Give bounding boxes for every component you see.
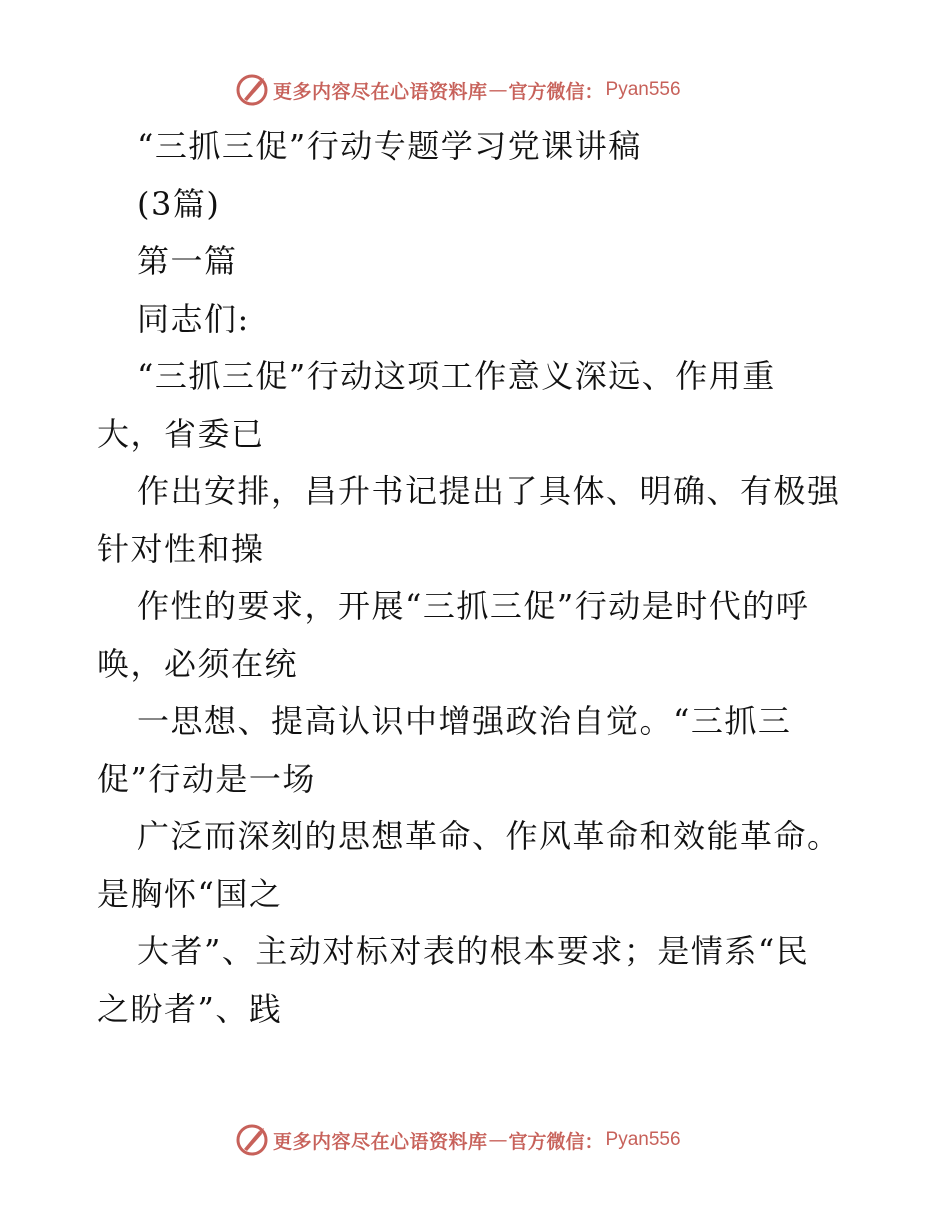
paragraph-line: 是胸怀“国之 bbox=[97, 874, 283, 913]
quill-logo-icon bbox=[235, 1123, 269, 1157]
banner-main-text: 更多内容尽在心语资料库 bbox=[273, 80, 488, 103]
salutation: 同志们: bbox=[137, 299, 250, 338]
paragraph-line: 作性的要求，开展“三抓三促”行动是时代的呼 bbox=[137, 587, 810, 625]
banner-separator: — bbox=[488, 1129, 508, 1151]
footer-watermark-banner bbox=[235, 1122, 681, 1158]
document-title: “三抓三促”行动专题学习党课讲稿 bbox=[137, 127, 642, 165]
banner-separator: — bbox=[488, 79, 508, 101]
paragraph-line: 大者”、主动对标对表的根本要求；是情系“民 bbox=[137, 932, 810, 970]
paragraph-line: 一思想、提高认识中增强政治自觉。“三抓三 bbox=[137, 702, 792, 740]
paragraph-line: “三抓三促”行动这项工作意义深远、作用重 bbox=[137, 357, 776, 395]
banner-main-text: 更多内容尽在心语资料库 bbox=[273, 1130, 488, 1153]
banner-wechat-id: Pyan556 bbox=[605, 1129, 681, 1150]
section-heading: 第一篇 bbox=[137, 242, 238, 280]
banner-wechat-id: Pyan556 bbox=[605, 79, 681, 100]
paragraph-line: 针对性和操 bbox=[97, 529, 265, 568]
quill-logo-icon bbox=[235, 73, 269, 107]
paragraph-line: 唤，必须在统 bbox=[97, 644, 299, 683]
paragraph-line: 大，省委已 bbox=[97, 414, 265, 453]
document-body bbox=[97, 118, 857, 1038]
paragraph-line: 作出安排，昌升书记提出了具体、明确、有极强 bbox=[137, 472, 841, 510]
banner-wechat-label: 官方微信： bbox=[508, 1130, 604, 1153]
document-subtitle: (3篇) bbox=[137, 184, 221, 223]
paragraph-line: 之盼者”、践 bbox=[97, 989, 283, 1028]
banner-wechat-label: 官方微信： bbox=[508, 80, 604, 103]
header-watermark-banner bbox=[235, 72, 681, 108]
paragraph-line: 广泛而深刻的思想革命、作风革命和效能革命。 bbox=[137, 817, 841, 855]
paragraph-line: 促”行动是一场 bbox=[97, 759, 316, 798]
